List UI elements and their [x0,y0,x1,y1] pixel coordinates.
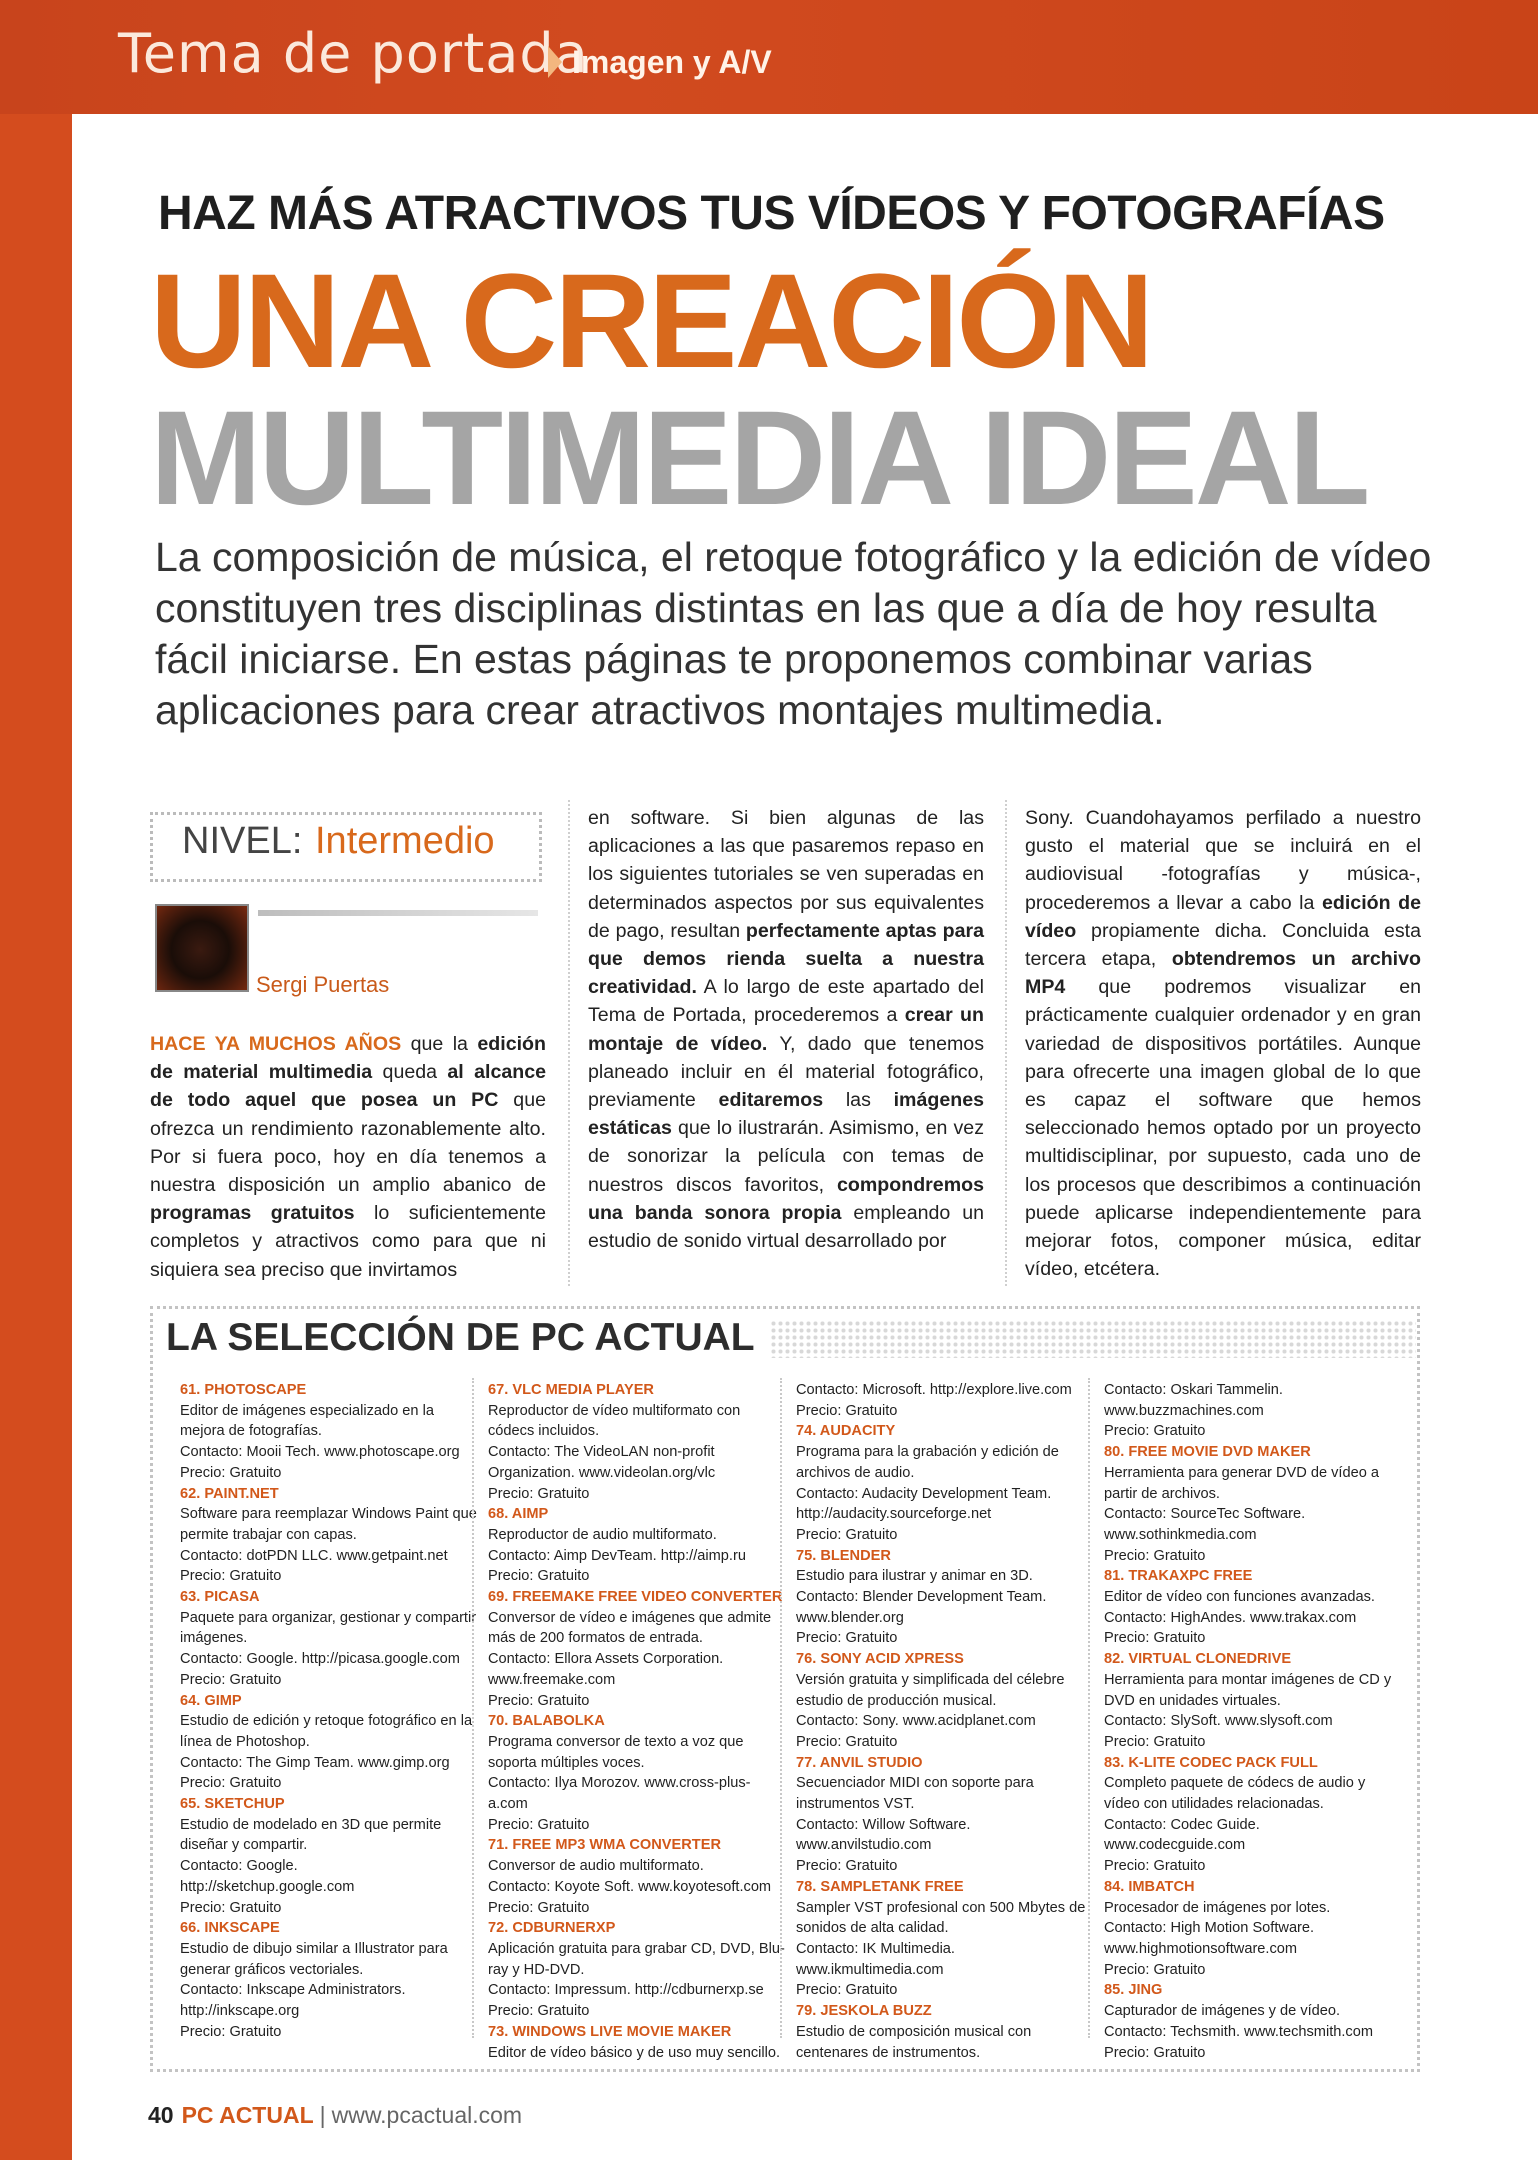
text-run: edición de material multimedia [150,1033,546,1084]
selection-entry-line: Precio: Gratuito [1104,1630,1206,1647]
selection-entry-name: 65. SKETCHUP [180,1796,285,1813]
selection-entry-name: 66. INKSCAPE [180,1920,280,1937]
selection-entry-line: Reproductor de vídeo multiformato con códecs incluidos. [488,1402,741,1440]
text-run: edición de vídeo [1025,891,1421,942]
selection-entry-line: www.ikmultimedia.com [796,1961,944,1978]
article-intro: La composición de música, el retoque fotográfico y la edición de vídeo constituyen tres disciplinas distintas en las que a día de hoy resulta fácil iniciarse. En estas páginas te proponemos combinar varias aplicaciones para crear atractivos montajes multimedia. [155,534,1432,733]
selection-entry-name: 84. IMBATCH [1104,1878,1195,1895]
selection-entry-line: Precio: Gratuito [488,1899,590,1916]
text-run: Y, dado que tenemos planeado incluir en él material fotográfico, previamente [588,1032,984,1112]
selection-entry-line: Contacto: dotPDN LLC. www.getpaint.net [180,1547,448,1564]
selection-entry-name: 63. PICASA [180,1589,260,1606]
selection-entry-line: Contacto: SourceTec Software. [1104,1506,1306,1523]
selection-entry-line: Precio: Gratuito [1104,1423,1206,1440]
selection-entry-line: Precio: Gratuito [1104,1547,1206,1564]
selection-entry [1104,1566,1402,1649]
selection-entry [488,2022,786,2063]
text-run: HACE YA MUCHOS AÑOS [150,1033,402,1055]
selection-entry-line: Precio: Gratuito [488,1568,590,1585]
selection-entry-line: Procesador de imágenes por lotes. [1104,1899,1331,1916]
selection-entry-name: 68. AIMP [488,1506,549,1523]
text-run: compondremos una banda sonora propia [588,1173,984,1224]
selection-entry-line: Contacto: Google. http://picasa.google.com [180,1651,460,1668]
selection-entry-name: 73. WINDOWS LIVE MOVIE MAKER [488,2023,732,2040]
selection-entry-name: 83. K-LITE CODEC PACK FULL [1104,1754,1318,1771]
selection-entry-line: Precio: Gratuito [796,1733,898,1750]
selection-entry [796,1753,1094,1877]
text-run: programas gratuitos [150,1202,355,1225]
selection-entry-name: 70. BALABOLKA [488,1713,605,1730]
selection-entry [180,1691,478,1795]
selection-entry-line: Reproductor de audio multiformato. [488,1526,717,1543]
selection-entry-line: Aplicación gratuita para grabar CD, DVD, Blu-ray y HD-DVD. [488,1940,785,1978]
selection-entry-line: Estudio para ilustrar y animar en 3D. [796,1568,1033,1585]
selection-entry-name: 79. JESKOLA BUZZ [796,2003,932,2020]
selection-entry [180,1918,478,2042]
selection-entry-line: Contacto: Microsoft. http://explore.live.com [796,1382,1072,1398]
selection-entry-line: Contacto: Ilya Morozov. www.cross-plus-a.com [488,1775,751,1813]
selection-entry-line: Contacto: Impressum. http://cdburnerxp.se [488,1982,764,1999]
selection-entry-line: Precio: Gratuito [796,1526,898,1543]
selection-entry-line: Contacto: The Gimp Team. www.gimp.org [180,1754,450,1771]
body-column-1 [150,1030,546,1284]
selection-entry-line: Precio: Gratuito [488,1485,590,1502]
selection-entry-line: Precio: Gratuito [180,1568,282,1585]
selection-entry-line: Contacto: Koyote Soft. www.koyotesoft.com [488,1878,772,1895]
left-accent-bar [0,114,72,2160]
selection-entry-line: Contacto: Techsmith. www.techsmith.com [1104,2023,1373,2040]
selection-entry [796,1649,1094,1753]
selection-entry-line: Software para reemplazar Windows Paint que permite trabajar con capas. [180,1506,477,1543]
text-run: que lo ilustrarán. Asimismo, en vez de sonorizar la película con temas de nuestros discos favoritos, [588,1117,984,1196]
selection-entry [1104,1877,1402,1981]
selection-entry-line: Precio: Gratuito [180,1464,282,1481]
page-number: 40 [148,2102,174,2128]
text-run: que podremos visualizar en prácticamente cualquier ordenador y en gran variedad de dispositivos portátiles. Aunque para ofrecerte una imagen global de lo que es capaz el software que hemos seleccionado hemos optado por un proyecto multidisciplinar, por supuesto, cada uno de los procesos que describimos a continuación puede aplicarse independientemente para mejorar fotos, componer música, editar vídeo, etcétera. [1025,976,1421,1281]
selection-entry-name: 77. ANVIL STUDIO [796,1754,923,1771]
selection-entry-line: Editor de vídeo básico y de uso muy sencillo. [488,2044,781,2061]
selection-entry [180,1380,478,1484]
body-column-3 [1025,804,1421,1283]
text-run: que la [401,1033,478,1055]
selection-entry-line: Contacto: Oskari Tammelin. [1104,1382,1283,1398]
selection-entry-line: Contacto: Audacity Development Team. [796,1485,1052,1502]
text-run: A lo largo de este apartado del Tema de Portada, procederemos a [588,976,984,1027]
selection-entry-line: Contacto: Mooii Tech. www.photoscape.org [180,1444,460,1461]
author-photo [155,904,249,992]
selection-entry-line: Precio: Gratuito [488,1816,590,1833]
selection-entry-line: Contacto: Google. [180,1858,298,1875]
selection-entry-name: 69. FREEMAKE FREE VIDEO CONVERTER [488,1589,783,1606]
selection-entry [488,1835,786,1918]
text-run: empleando un estudio de sonido virtual desarrollado por [588,1201,984,1253]
level-value: Intermedio [315,820,495,862]
selection-entry [1104,1753,1402,1877]
selection-entry [488,1711,786,1835]
selection-entry-name: 67. VLC MEDIA PLAYER [488,1382,654,1398]
selection-entry-line: Contacto: Blender Development Team. [796,1589,1047,1606]
selection-entry-name: 75. BLENDER [796,1547,891,1564]
selection-entry-line: Programa para la grabación y edición de archivos de audio. [796,1444,1059,1481]
selection-entry [1104,1380,1402,1442]
selection-entry-line: Precio: Gratuito [1104,2044,1206,2061]
page-footer [148,2102,522,2129]
text-run: queda [372,1061,448,1084]
selection-entry-line: Contacto: HighAndes. www.trakax.com [1104,1609,1357,1626]
selection-entry-line: Estudio de edición y retoque fotográfico en la línea de Photoshop. [180,1713,473,1750]
selection-column-3 [796,1380,1094,2063]
selection-entry-line: www.freemake.com [488,1671,616,1688]
selection-entry [488,1918,786,2022]
selection-title: LA SELECCIÓN DE PC ACTUAL [166,1316,755,1359]
text-run: obtendremos un archivo MP4 [1025,948,1421,999]
selection-entry-line: Estudio de modelado en 3D que permite diseñar y compartir. [180,1816,442,1854]
selection-entry-line: Contacto: Inkscape Administrators. [180,1982,406,1999]
selection-entry-name: 64. GIMP [180,1692,242,1709]
section-subtitle: Imagen y A/V [572,44,772,80]
selection-entry [796,1877,1094,2001]
selection-entry-line: Precio: Gratuito [1104,1961,1206,1978]
selection-entry-line: Editor de vídeo con funciones avanzadas. [1104,1589,1375,1606]
selection-entry-line: Precio: Gratuito [796,1858,898,1875]
selection-entry [796,1546,1094,1650]
selection-entry-line: Precio: Gratuito [796,1402,898,1419]
selection-entry-line: Precio: Gratuito [180,2023,282,2040]
text-run: editaremos [718,1089,824,1112]
selection-entry-line: Programa conversor de texto a voz que soporta múltiples voces. [488,1733,744,1771]
selection-entry-line: Conversor de vídeo e imágenes que admite más de 200 formatos de entrada. [488,1609,772,1647]
selection-entry-line: http://audacity.sourceforge.net [796,1506,992,1523]
selection-entry-line: Capturador de imágenes y de vídeo. [1104,2003,1341,2020]
selection-entry-line: Completo paquete de códecs de audio y vídeo con utilidades relacionadas. [1104,1775,1366,1813]
column-divider [780,1378,782,2038]
selection-entry [180,1794,478,1918]
selection-entry-line: Contacto: Ellora Assets Corporation. [488,1651,724,1668]
selection-entry-line: Paquete para organizar, gestionar y compartir imágenes. [180,1609,477,1647]
section-title: Tema de portada [118,22,589,85]
footer-separator: | [319,2102,326,2128]
selection-entry-line: Precio: Gratuito [796,1982,898,1999]
selection-entry [180,1587,478,1691]
article-kicker: HAZ MÁS ATRACTIVOS TUS VÍDEOS Y FOTOGRAFÍAS [158,187,1385,240]
selection-entry-line: Conversor de audio multiformato. [488,1858,704,1875]
selection-entry-name: 78. SAMPLETANK FREE [796,1878,964,1895]
selection-entry-name: 82. VIRTUAL CLONEDRIVE [1104,1651,1292,1668]
selection-entry-line: Precio: Gratuito [180,1899,282,1916]
selection-entry-name: 71. FREE MP3 WMA CONVERTER [488,1837,721,1854]
selection-entry-line: www.buzzmachines.com [1104,1402,1264,1419]
selection-entry-name: 62. PAINT.NET [180,1485,279,1502]
author-name: Sergi Puertas [256,972,390,997]
selection-entry-line: http://inkscape.org [180,2003,300,2020]
selection-entry-name: 76. SONY ACID XPRESS [796,1651,964,1668]
selection-entry-line: Versión gratuita y simplificada del célebre estudio de producción musical. [796,1671,1065,1709]
column-divider [568,800,570,1286]
author-divider [258,910,538,916]
selection-entry-line: Sampler VST profesional con 500 Mbytes de sonidos de alta calidad. [796,1899,1086,1937]
selection-entry-line: Estudio de composición musical con centenares de instrumentos. [796,2023,1032,2061]
selection-entry [488,1587,786,1711]
selection-entry-line: Contacto: IK Multimedia. [796,1940,955,1957]
selection-entry-line: Contacto: High Motion Software. [1104,1920,1315,1937]
text-run: perfectamente aptas para que demos rienda suelta a nuestra creatividad. [588,919,984,999]
selection-entry-line: www.highmotionsoftware.com [1104,1940,1298,1957]
selection-entry-line: Precio: Gratuito [796,1630,898,1647]
selection-column-4 [1104,1380,1402,2063]
selection-entry [1104,1980,1402,2063]
selection-entry-line: Contacto: The VideoLAN non-profit Organization. www.videolan.org/vlc [488,1444,716,1481]
selection-entry [1104,1442,1402,1566]
selection-entry-line: Contacto: Sony. www.acidplanet.com [796,1713,1036,1730]
selection-entry-line: Precio: Gratuito [180,1671,282,1688]
selection-column-2 [488,1380,786,2063]
selection-entry [796,2001,1094,2063]
level-label: NIVEL: [182,820,303,862]
selection-title-dots [770,1320,1416,1358]
selection-entry-name: 80. FREE MOVIE DVD MAKER [1104,1444,1311,1461]
selection-entry [488,1380,786,1504]
text-run: las [823,1089,894,1112]
selection-column-1 [180,1380,478,2043]
selection-entry-name: 72. CDBURNERXP [488,1920,616,1937]
selection-entry-line: www.sothinkmedia.com [1104,1526,1257,1543]
article-title-line1: UNA CREACIÓN [150,247,1152,396]
column-divider [1005,800,1007,1286]
selection-entry-line: Editor de imágenes especializado en la mejora de fotografías. [180,1402,434,1440]
selection-entry-line: Precio: Gratuito [1104,1733,1206,1750]
selection-entry-line: Precio: Gratuito [180,1775,282,1792]
text-run: Sony. Cuandohayamos perfilado a nuestro gusto el material que se incluirá en el audiovisual -fotografías y música-, procederemos a llevar a cabo la [1025,807,1421,914]
selection-entry-line: Estudio de dibujo similar a Illustrator para generar gráficos vectoriales. [180,1940,448,1978]
selection-entry-name: 61. PHOTOSCAPE [180,1382,307,1398]
selection-entry-line: Precio: Gratuito [1104,1858,1206,1875]
selection-entry [488,1504,786,1587]
text-run: lo suficientemente completos y atractivos como para que ni siquiera sea preciso que invirtamos [150,1202,546,1281]
selection-entry-line: Secuenciador MIDI con soporte para instrumentos VST. [796,1775,1034,1813]
column-divider [472,1378,474,2038]
text-run: al alcance de todo aquel que posea un PC [150,1061,547,1112]
chevron-right-icon [548,46,562,78]
selection-entry-line: Contacto: Willow Software. www.anvilstudio.com [796,1816,971,1854]
text-run: crear un montaje de vídeo. [588,1004,984,1055]
selection-entry [1104,1649,1402,1753]
text-run: que ofrezca un rendimiento razonablemente alto. Por si fuera poco, hoy en día tenemos a nuestra disposición un amplio abanico de [150,1089,546,1197]
text-run: imágenes estáticas [588,1089,984,1140]
column-divider [1088,1378,1090,2038]
selection-entry-line: www.blender.org [796,1609,904,1626]
selection-entry-line: Contacto: SlySoft. www.slysoft.com [1104,1713,1333,1730]
selection-entry-line: Contacto: Aimp DevTeam. http://aimp.ru [488,1547,746,1564]
selection-entry-line: Herramienta para generar DVD de vídeo a partir de archivos. [1104,1464,1379,1502]
selection-entry-line: Precio: Gratuito [488,1692,590,1709]
footer-brand: PC ACTUAL [181,2102,314,2128]
selection-entry-line: Contacto: Codec Guide. www.codecguide.com [1104,1816,1260,1854]
article-title-line2: MULTIMEDIA IDEAL [150,384,1368,533]
selection-entry-name: 85. JING [1104,1982,1163,1999]
selection-entry-name: 74. AUDACITY [796,1423,896,1440]
selection-entry-line: Herramienta para montar imágenes de CD y DVD en unidades virtuales. [1104,1671,1392,1709]
text-run: en software. Si bien algunas de las aplicaciones a las que pasaremos repaso en los siguientes tutoriales se ven superadas en determinados aspectos por sus equivalentes de pago, resultan [588,807,984,942]
selection-entry-line: Precio: Gratuito [488,2003,590,2020]
text-run: propiamente dicha. Concluida esta tercera etapa, [1025,919,1421,971]
selection-entry-line: http://sketchup.google.com [180,1878,355,1895]
selection-entry-name: 81. TRAKAXPC FREE [1104,1568,1253,1585]
body-column-2 [588,804,984,1255]
selection-entry [180,1484,478,1588]
selection-entry [796,1421,1094,1545]
footer-url[interactable]: www.pcactual.com [331,2102,523,2128]
selection-entry [796,1380,1094,1421]
